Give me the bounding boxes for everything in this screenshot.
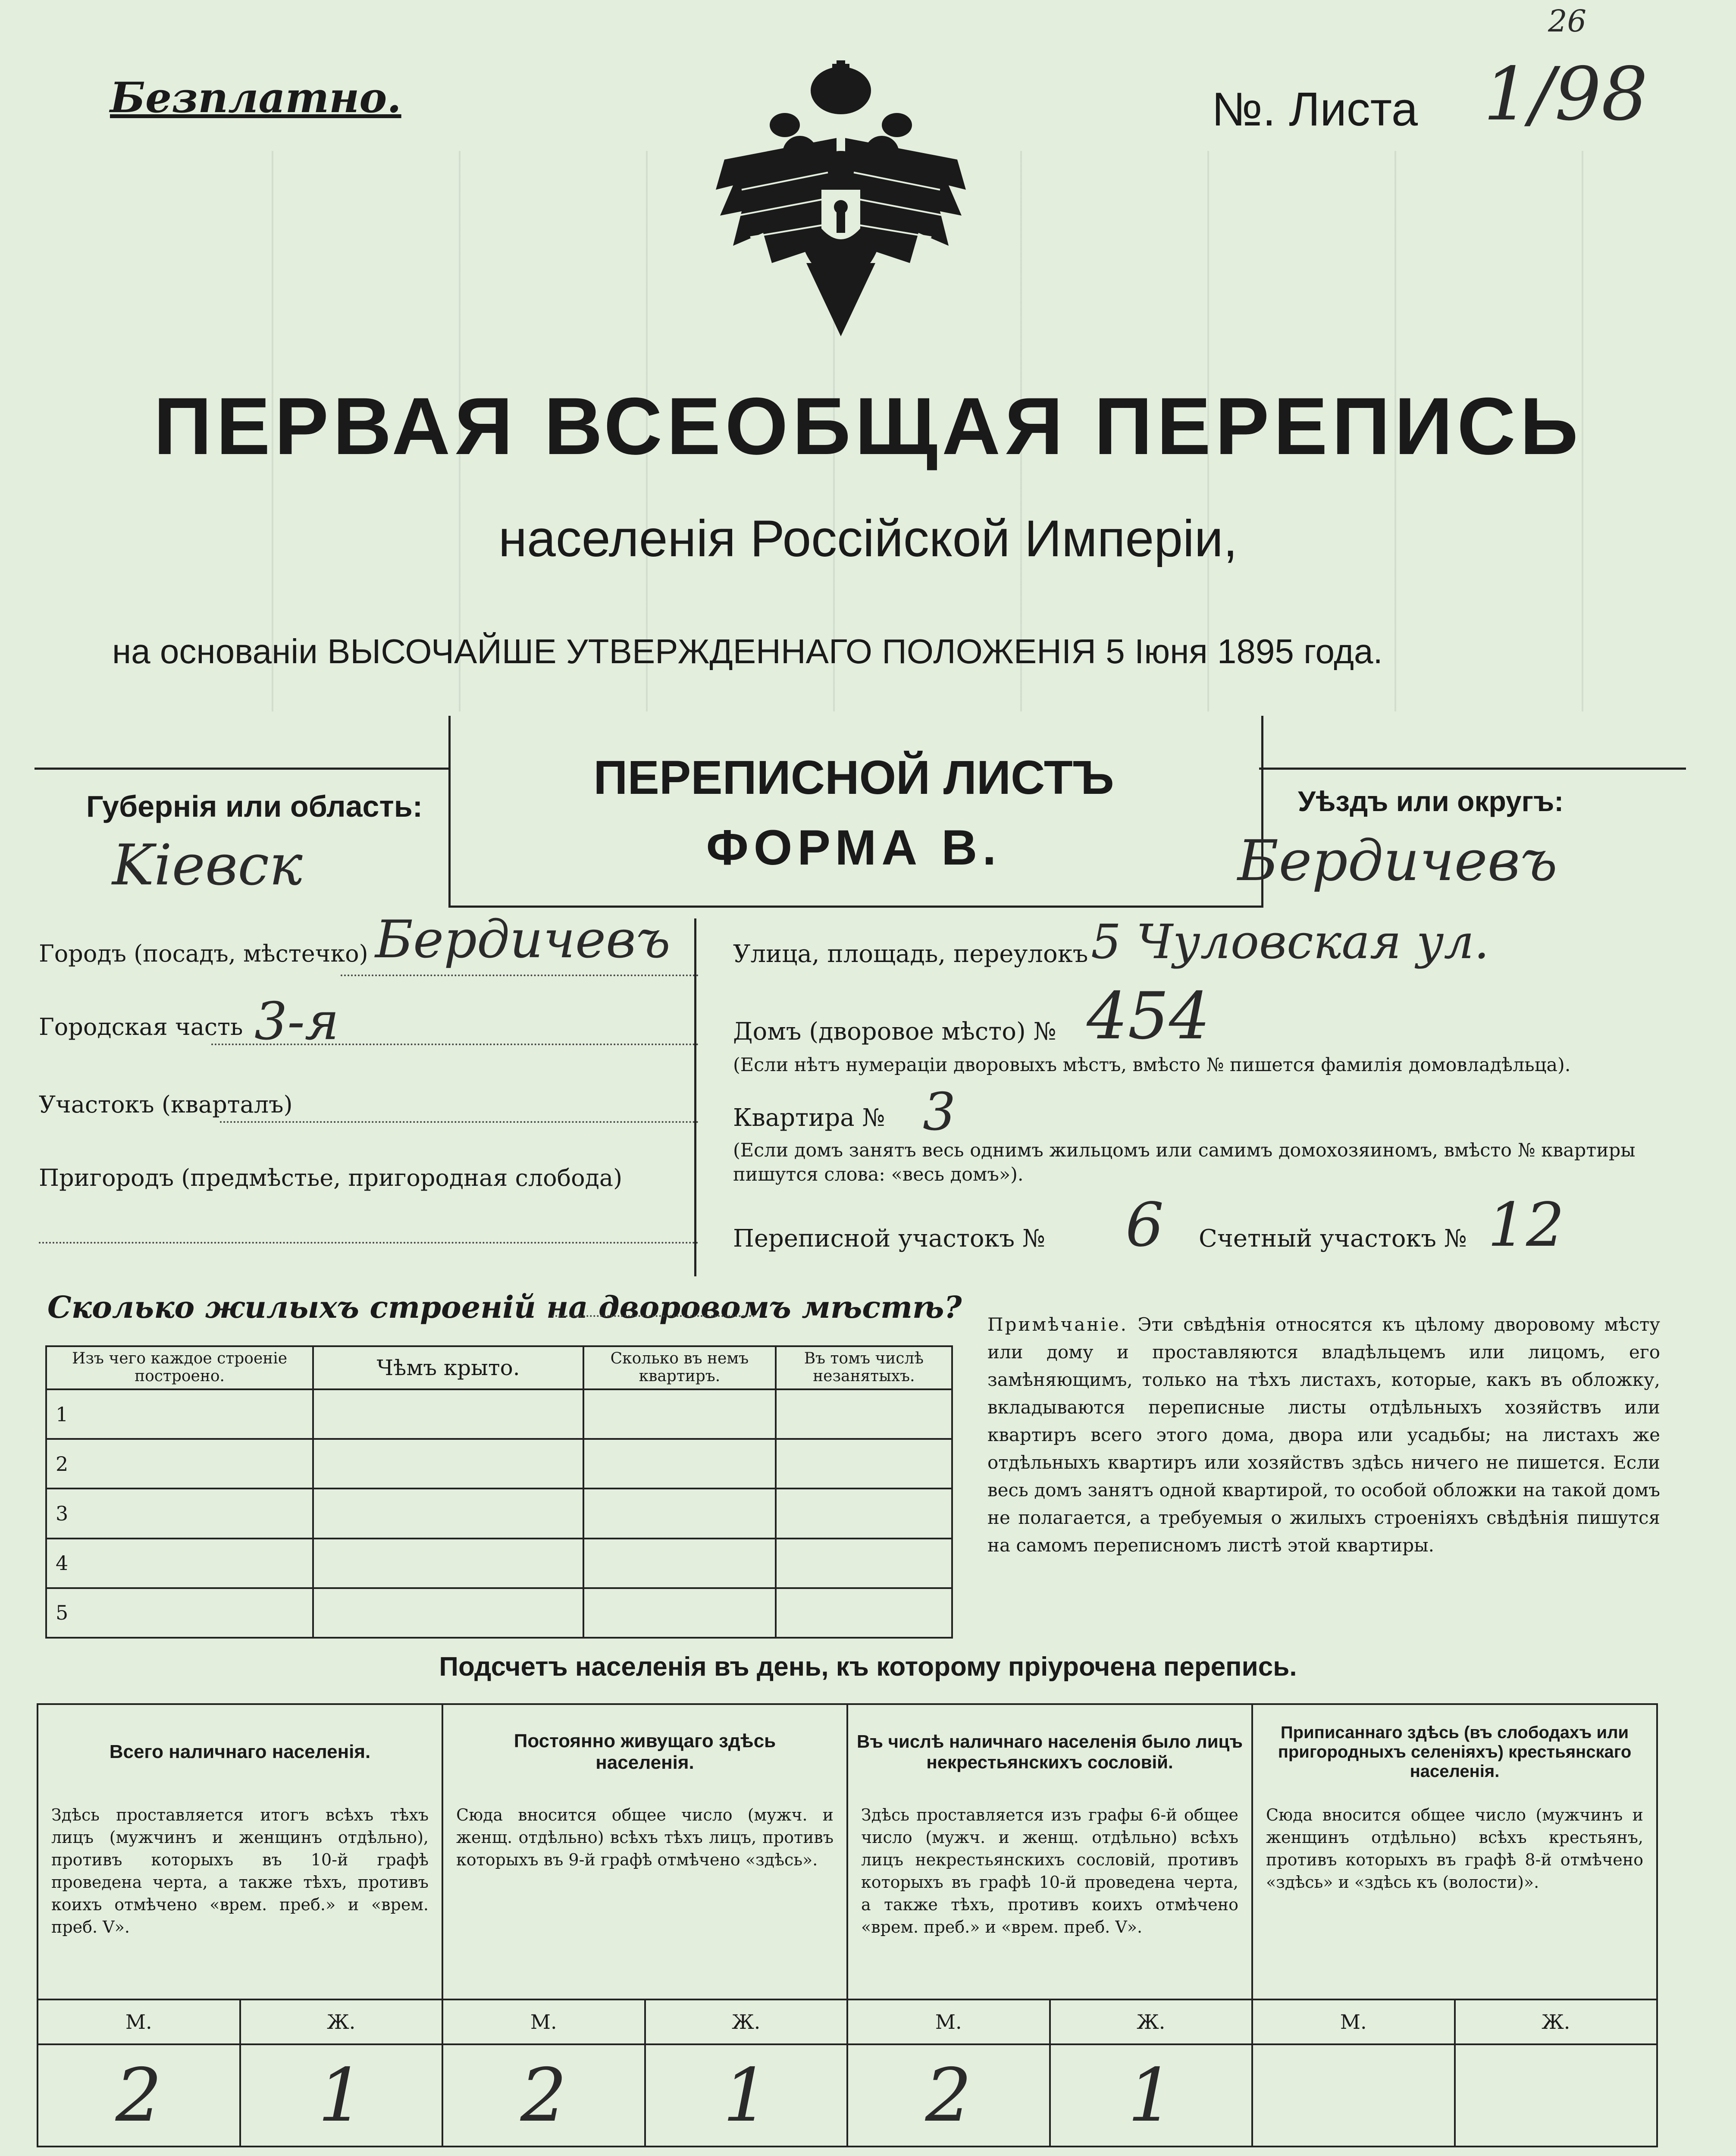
summary-nonpeasant-male[interactable]: 2 <box>847 2044 1050 2147</box>
street-value[interactable]: 5 Чуловская ул. <box>1091 914 1489 969</box>
col-apartments-header: Сколько въ немъ квартиръ. <box>583 1346 776 1389</box>
summary-table <box>37 1703 1658 2147</box>
summary-col-3-title: Въ числѣ наличнаго населенія было лицъ некрестьянскихъ сословій. <box>847 1704 1252 1799</box>
summary-col-2-desc: Сюда вносится общее число (мужч. и женщ. отдѣльно) всѣхъ тѣхъ лицъ, противъ которыхъ въ 9-й графѣ отмѣчено «здѣсь». <box>442 1799 847 1999</box>
uezd-label: Уѣздъ или округъ: <box>1298 785 1564 817</box>
summary-total-female[interactable]: 1 <box>240 2044 443 2147</box>
gubernia-value[interactable]: Kiевск <box>112 832 303 898</box>
col-material-header: Изъ чего каждое строеніе построено. <box>46 1346 313 1389</box>
summary-col-4-desc: Сюда вносится общее число (мужчинъ и женщинъ отдѣльно) всѣхъ крестьянъ, противъ которыхъ въ графѣ 8-й отмѣчено «здѣсь» и «здѣсь къ (волости)». <box>1252 1799 1657 1999</box>
summary-col-2-title: Постоянно живущаго здѣсь населенія. <box>442 1704 847 1799</box>
apartment-value[interactable]: 3 <box>923 1082 956 1142</box>
summary-permanent-female[interactable]: 1 <box>645 2044 848 2147</box>
block-label: Участокъ (кварталъ) <box>39 1091 293 1118</box>
census-district-label: Переписной участокъ № <box>733 1225 1045 1253</box>
col-roof-header: Чѣмъ крыто. <box>313 1346 583 1389</box>
summary-nonpeasant-female[interactable]: 1 <box>1050 2044 1253 2147</box>
buildings-table <box>45 1345 953 1639</box>
imperial-eagle-emblem <box>707 60 975 336</box>
house-note: (Если нѣтъ нумераціи дворовыхъ мѣстъ, вмѣсто № пишется фамилія домовладѣльца). <box>733 1054 1571 1076</box>
form-title: ПЕРЕПИСНОЙ ЛИСТЪ <box>593 751 1114 804</box>
summary-heading: Подсчетъ населенія въ день, къ которому пріурочена перепись. <box>439 1652 1297 1682</box>
census-title: ПЕРВАЯ ВСЕОБЩАЯ ПЕРЕПИСЬ <box>154 381 1582 471</box>
gubernia-label: Губернія или область: <box>86 790 423 823</box>
building-row-2[interactable]: 2 <box>46 1439 313 1489</box>
free-label: Безплатно. <box>110 73 401 122</box>
building-row-1[interactable]: 1 <box>46 1389 313 1439</box>
summary-f-label-1: Ж. <box>240 1999 443 2044</box>
summary-f-label-2: Ж. <box>645 1999 848 2044</box>
form-label: ФОРМА В. <box>706 820 1002 875</box>
building-row-3[interactable]: 3 <box>46 1489 313 1538</box>
census-district-value[interactable]: 6 <box>1125 1190 1164 1260</box>
summary-permanent-male[interactable]: 2 <box>442 2044 645 2147</box>
summary-peasant-male[interactable] <box>1252 2044 1455 2147</box>
summary-f-label-4: Ж. <box>1455 1999 1658 2044</box>
city-part-value[interactable]: 3-я <box>254 992 339 1052</box>
corner-page-number: 26 <box>1548 3 1587 39</box>
counter-signature[interactable] <box>987 2139 1483 2156</box>
address-left <box>39 910 686 1268</box>
legal-basis: на основаніи ВЫСОЧАЙШЕ УТВЕРЖДЕННАГО ПОЛОЖЕНІЯ 5 Іюня 1895 года. <box>112 632 1383 671</box>
sheet-number-label: №. Листа <box>1212 83 1418 136</box>
note-block <box>987 1311 1660 1559</box>
summary-col-3-desc: Здѣсь проставляется изъ графы 6-й общее число (мужч. и женщ. отдѣльно) всѣхъ лицъ некрестьянскихъ сословій, противъ которыхъ въ графѣ 10-й проведена черта, а также тѣхъ, противъ коихъ отмѣчено «врем. преб.» и «врем. преб. V». <box>847 1799 1252 1999</box>
summary-m-label-4: М. <box>1252 1999 1455 2044</box>
apartment-note: (Если домъ занятъ весь однимъ жильцомъ или самимъ домохозяиномъ, вмѣсто № квартиры пишутся слова: «весь домъ»). <box>733 1140 1636 1185</box>
sheet-number-handwritten: 1/98 <box>1483 52 1648 137</box>
summary-col-1-desc: Здѣсь проставляется итогъ всѣхъ тѣхъ лицъ (мужчинъ и женщинъ отдѣльно), противъ которыхъ въ 10-й графѣ проведена черта, а также тѣхъ, противъ коихъ отмѣчено «врем. преб.» и «врем. преб. V». <box>38 1799 442 1999</box>
note-label: Примѣчаніе. <box>987 1314 1128 1335</box>
note-text: Эти свѣдѣнія относятся къ цѣлому дворовому мѣсту или дому и проставляются владѣльцемъ или лицомъ, его замѣняющимъ, только на тѣхъ листахъ, которые, какъ въ обложку, вкладываются переписные листы отдѣльныхъ хозяйствъ или квартиръ всего этого дома, двора или усадьбы; на листахъ же отдѣльныхъ квартиръ или хозяйствъ здѣсь ничего не пишется. Если весь домъ занятъ одной квартирой, то особой обложки на такой домъ не полагается, а требуемыя о жилыхъ строеніяхъ свѣдѣнія пишутся на самомъ переписномъ листѣ этой квартиры. <box>987 1314 1660 1556</box>
building-row-5[interactable]: 5 <box>46 1588 313 1638</box>
uezd-value[interactable]: Бердичевъ <box>1238 828 1557 893</box>
census-subtitle: населенія Россійской Имперіи, <box>498 510 1238 567</box>
city-part-label: Городская часть <box>39 1013 243 1040</box>
summary-total-male[interactable]: 2 <box>38 2044 240 2147</box>
col-vacant-header: Въ томъ числѣ незанятыхъ. <box>776 1346 952 1389</box>
summary-col-4-title: Приписаннаго здѣсь (въ слободахъ или пригородныхъ селеніяхъ) крестьянскаго населенія. <box>1252 1704 1657 1799</box>
address-divider <box>694 918 696 1276</box>
suburb-label: Пригородъ (предмѣстье, пригородная слобода) <box>39 1164 623 1191</box>
summary-peasant-female[interactable] <box>1455 2044 1658 2147</box>
count-district-value[interactable]: 12 <box>1488 1190 1565 1260</box>
summary-m-label-3: М. <box>847 1999 1050 2044</box>
buildings-heading: Сколько жилыхъ строеній на дворовомъ мѣстѣ? <box>47 1289 962 1325</box>
summary-f-label-3: Ж. <box>1050 1999 1253 2044</box>
summary-col-1-title: Всего наличнаго населенія. <box>38 1704 442 1799</box>
street-label: Улица, площадь, переулокъ <box>733 940 1088 968</box>
city-value[interactable]: Бердичевъ <box>375 910 671 970</box>
count-district-label: Счетный участокъ № <box>1199 1225 1467 1253</box>
summary-m-label-1: М. <box>38 1999 240 2044</box>
summary-m-label-2: М. <box>442 1999 645 2044</box>
house-value[interactable]: 454 <box>1087 979 1210 1054</box>
house-label: Домъ (дворовое мѣсто) № <box>733 1018 1056 1046</box>
buildings-heading-underline <box>552 1315 755 1317</box>
address-right <box>733 914 1703 1268</box>
city-label: Городъ (посадъ, мѣстечко) <box>39 940 368 967</box>
building-row-4[interactable]: 4 <box>46 1539 313 1588</box>
apartment-label: Квартира № <box>733 1104 885 1132</box>
